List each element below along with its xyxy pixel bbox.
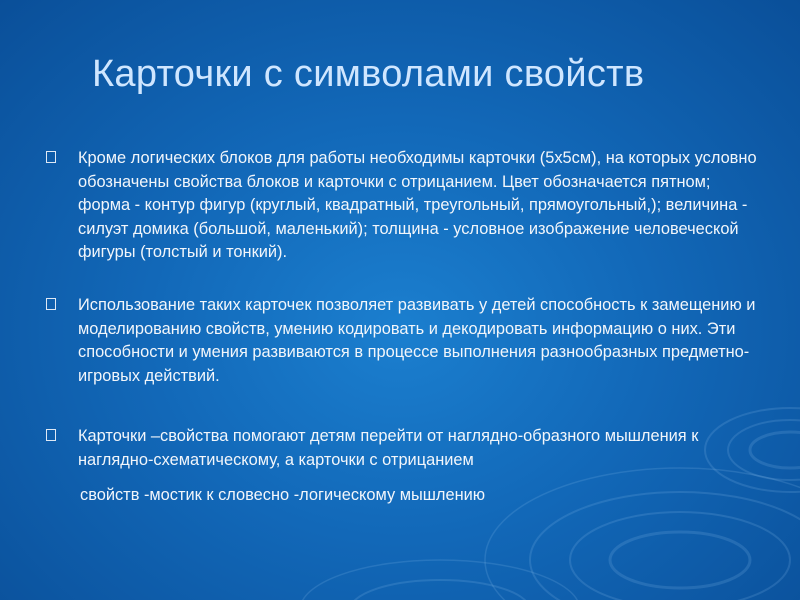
bullet-text: Использование таких карточек позволяет развивать у детей способность к замещению и моделированию свойств, умению кодировать и декодировать информацию о них. Эти способности и умения развиваются в процессе выполнения разнообразных предметно-игровых действий. xyxy=(78,296,756,385)
bullet-text: Кроме логических блоков для работы необходимы карточки (5х5см), на которых условно обозначены свойства блоков и карточки с отрицанием. Цвет обозначается пятном; форма - контур фигур (круглый, квадратный, треугольный, прямоугольный,); величина - силуэт домика (большой, маленький); толщина - условное изображение человеческой фигуры (толстый и тонкий). xyxy=(78,149,757,261)
slide-title: Карточки с символами свойств xyxy=(92,53,645,95)
bullet-marker-icon xyxy=(46,298,56,310)
bullet-marker-icon xyxy=(46,151,56,163)
bullet-text-line: свойств -мостик к словесно -логическому мышлению xyxy=(80,486,486,504)
bullet-text xyxy=(78,425,758,508)
bullet-text-line: Карточки –свойства помогают детям перейти от наглядно-образного мышления к наглядно-схематическому, а карточки с отрицанием xyxy=(78,427,699,469)
bullet-marker-icon xyxy=(46,429,56,441)
